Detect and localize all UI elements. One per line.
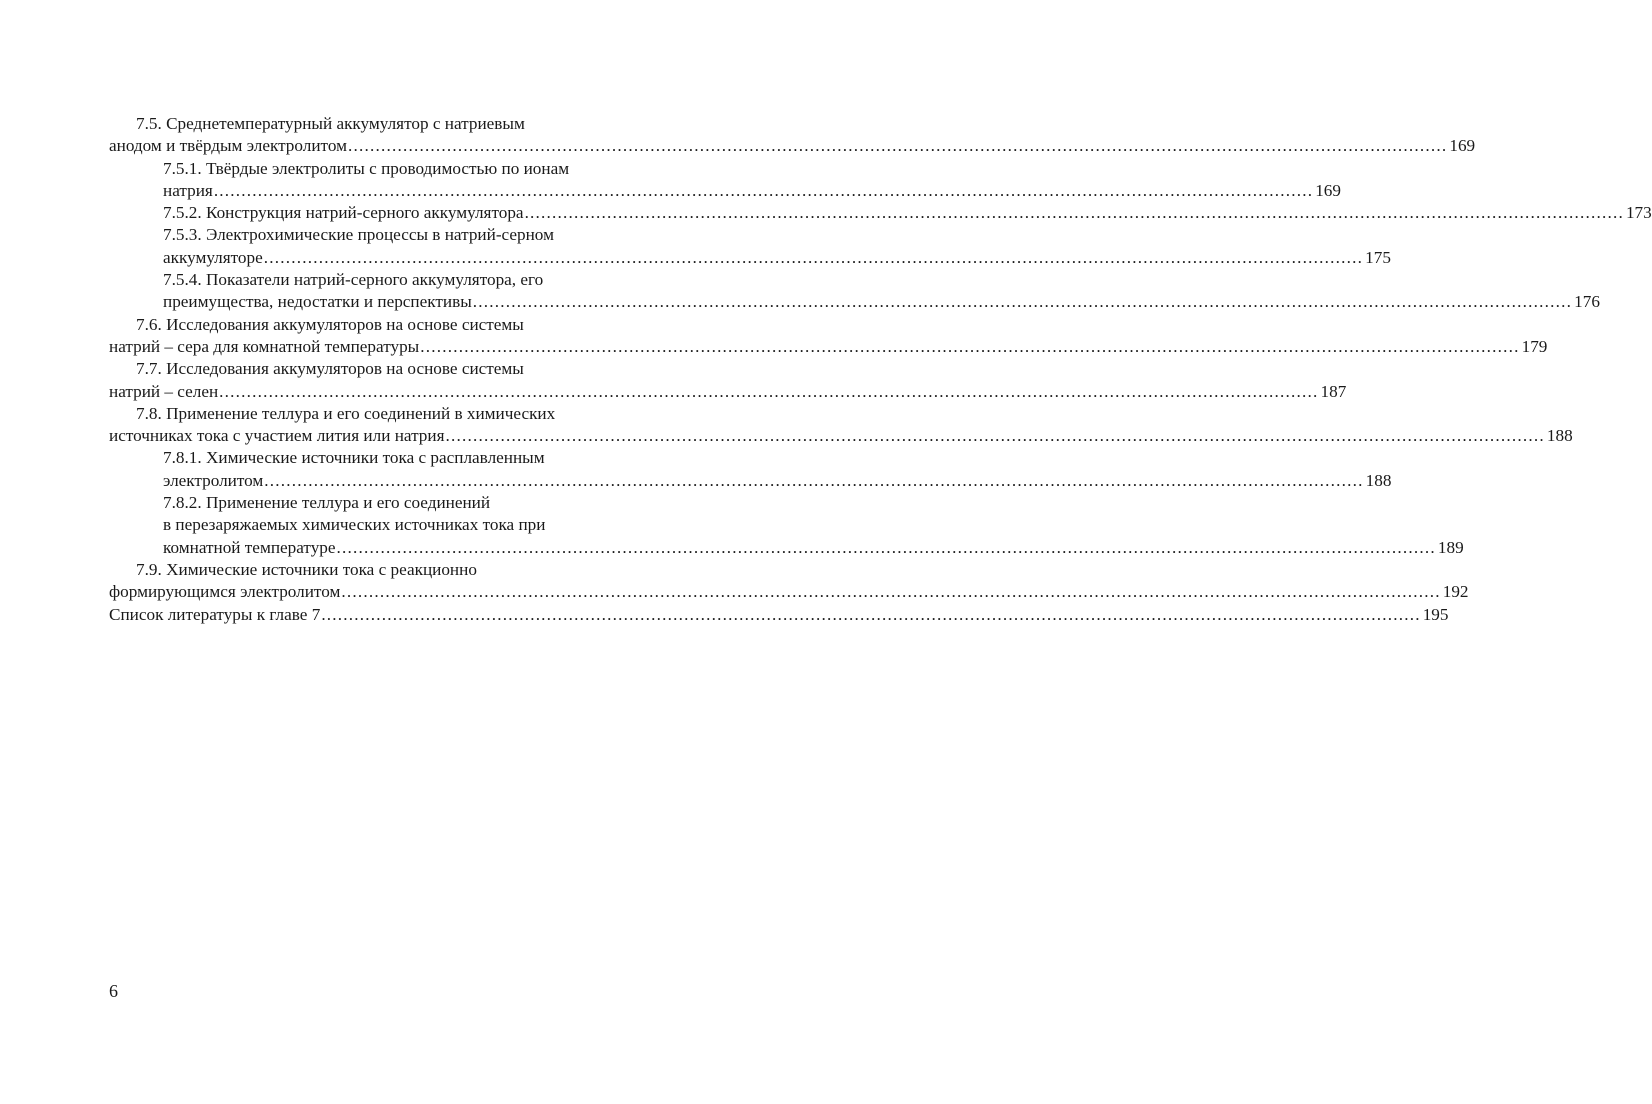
toc-entry-line: 7.8. Применение теллура и его соединений в химических [136,403,556,423]
toc-page-number: 188 [1546,426,1573,446]
toc-page-number: 195 [1422,604,1449,624]
dot-leader: ........................................................................................................................................................................................................ [341,582,1441,602]
toc-page-number: 175 [1365,247,1391,267]
toc-entry [109,158,1341,203]
toc-entry-title: формирующимся электролитом [109,582,341,602]
toc-entry [109,202,1652,224]
toc-entry [109,224,1391,269]
toc-entry-line [109,180,1341,202]
toc-entry-line [109,291,1600,313]
toc-page-number: 169 [1449,136,1476,156]
toc-entry [109,314,1548,359]
toc-entry-line: 7.5.3. Электрохимические процессы в натрий-серном [163,225,554,245]
toc-entry [109,447,1392,492]
toc-entry-title: натрий – сера для комнатной температуры [109,336,420,356]
toc-entry-line [109,247,1391,269]
dot-leader: ........................................................................................................................................................................................................ [420,336,1520,356]
dot-leader: ........................................................................................................................................................................................................ [264,470,1364,490]
dot-leader: ........................................................................................................................................................................................................ [263,247,1364,267]
toc-page-number: 173 [1625,203,1652,223]
table-of-contents [109,113,1652,626]
dot-leader: ........................................................................................................................................................................................................ [321,604,1421,624]
toc-entry-line: 7.6. Исследования аккумуляторов на основе системы [136,314,524,334]
toc-entry-line: 7.7. Исследования аккумуляторов на основе системы [136,359,524,379]
dot-leader: ........................................................................................................................................................................................................ [445,426,1545,446]
toc-entry-title: аккумуляторе [163,247,263,267]
toc-entry [109,358,1347,403]
toc-entry-line: 7.5. Среднетемпературный аккумулятор с натриевым [136,114,525,133]
toc-entry [109,113,1476,158]
toc-entry-title: натрия [163,180,213,200]
toc-entry-line: 7.8.2. Применение теллура и его соединений [163,493,491,513]
toc-entry-line: 7.8.1. Химические источники тока с расплавленным [163,448,545,468]
toc-entry-line [109,581,1469,603]
dot-leader: ........................................................................................................................................................................................................ [472,292,1573,312]
toc-page-number: 176 [1574,292,1600,312]
toc-entry-title: натрий – селен [109,381,219,401]
toc-entry-line: 7.5.4. Показатели натрий-серного аккумулятора, его [163,270,544,290]
toc-page-number: 169 [1315,180,1341,200]
toc-entry [109,403,1573,448]
dot-leader: ........................................................................................................................................................................................................ [524,203,1624,223]
toc-entry-line [109,135,1476,157]
toc-entry-line [109,537,1464,559]
toc-entry-line: 7.9. Химические источники тока с реакционно [136,559,477,579]
toc-entry-title: преимущества, недостатки и перспективы [163,292,472,312]
toc-entry-line: 7.5.1. Твёрдые электролиты с проводимостью по ионам [163,158,570,178]
toc-entry [109,604,1449,626]
toc-entry-line [109,381,1347,403]
toc-page-number: 188 [1365,470,1392,490]
toc-entry [109,269,1600,314]
toc-entry-line [109,336,1548,358]
toc-page-number: 179 [1521,336,1548,356]
toc-page-number: 189 [1437,537,1464,557]
toc-page-number: 187 [1320,381,1347,401]
page-number: 6 [109,981,118,1001]
dot-leader: ........................................................................................................................................................................................................ [347,136,1448,156]
toc-entry-title: источниках тока с участием лития или натрия [109,426,445,446]
toc-entry-line [109,202,1652,224]
toc-entry-line [109,470,1392,492]
toc-entry-line: в перезаряжаемых химических источниках тока при [163,515,546,535]
toc-entry-title: комнатной температуре [163,537,336,557]
toc-entry-title: 7.5.2. Конструкция натрий-серного аккумулятора [163,203,524,223]
toc-entry-line [109,604,1449,626]
toc-entry-line [109,425,1573,447]
dot-leader: ........................................................................................................................................................................................................ [336,537,1436,557]
dot-leader: ........................................................................................................................................................................................................ [219,381,1319,401]
toc-entry [109,559,1469,604]
toc-page-number: 192 [1442,582,1469,602]
toc-entry-title: электролитом [163,470,264,490]
toc-entry-title: Список литературы к главе 7 [109,604,321,624]
toc-entry [109,492,1464,559]
toc-entry-title: анодом и твёрдым электролитом [109,136,347,156]
dot-leader: ........................................................................................................................................................................................................ [213,180,1314,200]
